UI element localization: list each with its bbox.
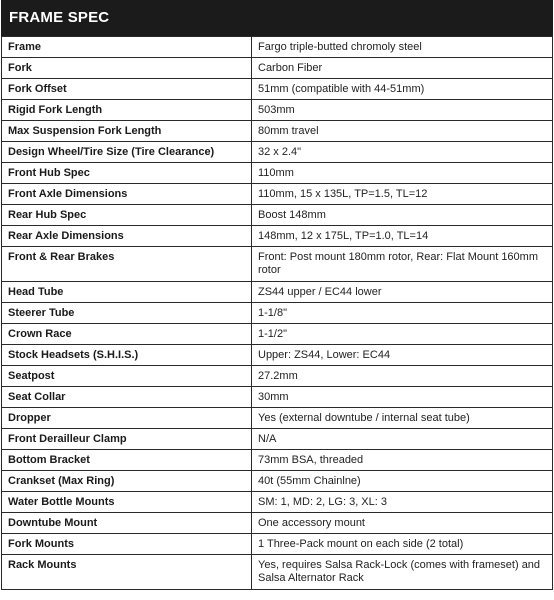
table-row <box>2 450 553 471</box>
table-row <box>2 387 553 408</box>
spec-label: Fork <box>2 58 252 79</box>
spec-label: Stock Headsets (S.H.I.S.) <box>2 345 252 366</box>
spec-label: Front & Rear Brakes <box>2 247 252 282</box>
table-row <box>2 492 553 513</box>
spec-value: Fargo triple-butted chromoly steel <box>252 37 553 58</box>
spec-value: 1-1/2" <box>252 324 553 345</box>
table-row <box>2 555 553 590</box>
table-row <box>2 247 553 282</box>
frame-spec-title: FRAME SPEC <box>1 0 553 36</box>
table-row <box>2 513 553 534</box>
spec-value: 110mm, 15 x 135L, TP=1.5, TL=12 <box>252 184 553 205</box>
spec-label: Front Hub Spec <box>2 163 252 184</box>
table-row <box>2 79 553 100</box>
table-row <box>2 471 553 492</box>
table-row <box>2 345 553 366</box>
spec-value: 27.2mm <box>252 366 553 387</box>
spec-label: Water Bottle Mounts <box>2 492 252 513</box>
spec-label: Steerer Tube <box>2 303 252 324</box>
spec-value: 40t (55mm Chainlne) <box>252 471 553 492</box>
spec-label: Max Suspension Fork Length <box>2 121 252 142</box>
table-row <box>2 142 553 163</box>
frame-spec-panel <box>1 0 553 590</box>
table-row <box>2 37 553 58</box>
spec-value: 32 x 2.4" <box>252 142 553 163</box>
spec-value: ZS44 upper / EC44 lower <box>252 282 553 303</box>
table-row <box>2 226 553 247</box>
spec-label: Rear Hub Spec <box>2 205 252 226</box>
spec-label: Front Axle Dimensions <box>2 184 252 205</box>
spec-label: Fork Offset <box>2 79 252 100</box>
table-row <box>2 429 553 450</box>
table-row <box>2 366 553 387</box>
spec-label: Seatpost <box>2 366 252 387</box>
spec-label: Fork Mounts <box>2 534 252 555</box>
spec-value: 1 Three-Pack mount on each side (2 total) <box>252 534 553 555</box>
spec-value: SM: 1, MD: 2, LG: 3, XL: 3 <box>252 492 553 513</box>
table-row <box>2 205 553 226</box>
table-row <box>2 534 553 555</box>
spec-label: Front Derailleur Clamp <box>2 429 252 450</box>
spec-value: 80mm travel <box>252 121 553 142</box>
spec-value: 148mm, 12 x 175L, TP=1.0, TL=14 <box>252 226 553 247</box>
table-row <box>2 100 553 121</box>
spec-value: 73mm BSA, threaded <box>252 450 553 471</box>
spec-value: 1-1/8" <box>252 303 553 324</box>
table-row <box>2 282 553 303</box>
spec-value: Yes, requires Salsa Rack-Lock (comes with frameset) and Salsa Alternator Rack <box>252 555 553 590</box>
spec-label: Dropper <box>2 408 252 429</box>
spec-value: N/A <box>252 429 553 450</box>
spec-value: 30mm <box>252 387 553 408</box>
spec-value: 503mm <box>252 100 553 121</box>
frame-spec-table <box>1 36 553 590</box>
spec-label: Bottom Bracket <box>2 450 252 471</box>
spec-value: 110mm <box>252 163 553 184</box>
spec-label: Design Wheel/Tire Size (Tire Clearance) <box>2 142 252 163</box>
spec-value: Upper: ZS44, Lower: EC44 <box>252 345 553 366</box>
spec-label: Frame <box>2 37 252 58</box>
table-row <box>2 58 553 79</box>
table-row <box>2 121 553 142</box>
spec-label: Head Tube <box>2 282 252 303</box>
table-row <box>2 184 553 205</box>
spec-value: Yes (external downtube / internal seat tube) <box>252 408 553 429</box>
table-row <box>2 303 553 324</box>
spec-value: Boost 148mm <box>252 205 553 226</box>
spec-value: One accessory mount <box>252 513 553 534</box>
spec-label: Downtube Mount <box>2 513 252 534</box>
spec-label: Crown Race <box>2 324 252 345</box>
spec-value: Carbon Fiber <box>252 58 553 79</box>
spec-value: 51mm (compatible with 44-51mm) <box>252 79 553 100</box>
table-row <box>2 163 553 184</box>
spec-label: Rack Mounts <box>2 555 252 590</box>
spec-value: Front: Post mount 180mm rotor, Rear: Flat Mount 160mm rotor <box>252 247 553 282</box>
spec-label: Rear Axle Dimensions <box>2 226 252 247</box>
spec-label: Crankset (Max Ring) <box>2 471 252 492</box>
spec-label: Seat Collar <box>2 387 252 408</box>
table-row <box>2 324 553 345</box>
spec-label: Rigid Fork Length <box>2 100 252 121</box>
table-row <box>2 408 553 429</box>
